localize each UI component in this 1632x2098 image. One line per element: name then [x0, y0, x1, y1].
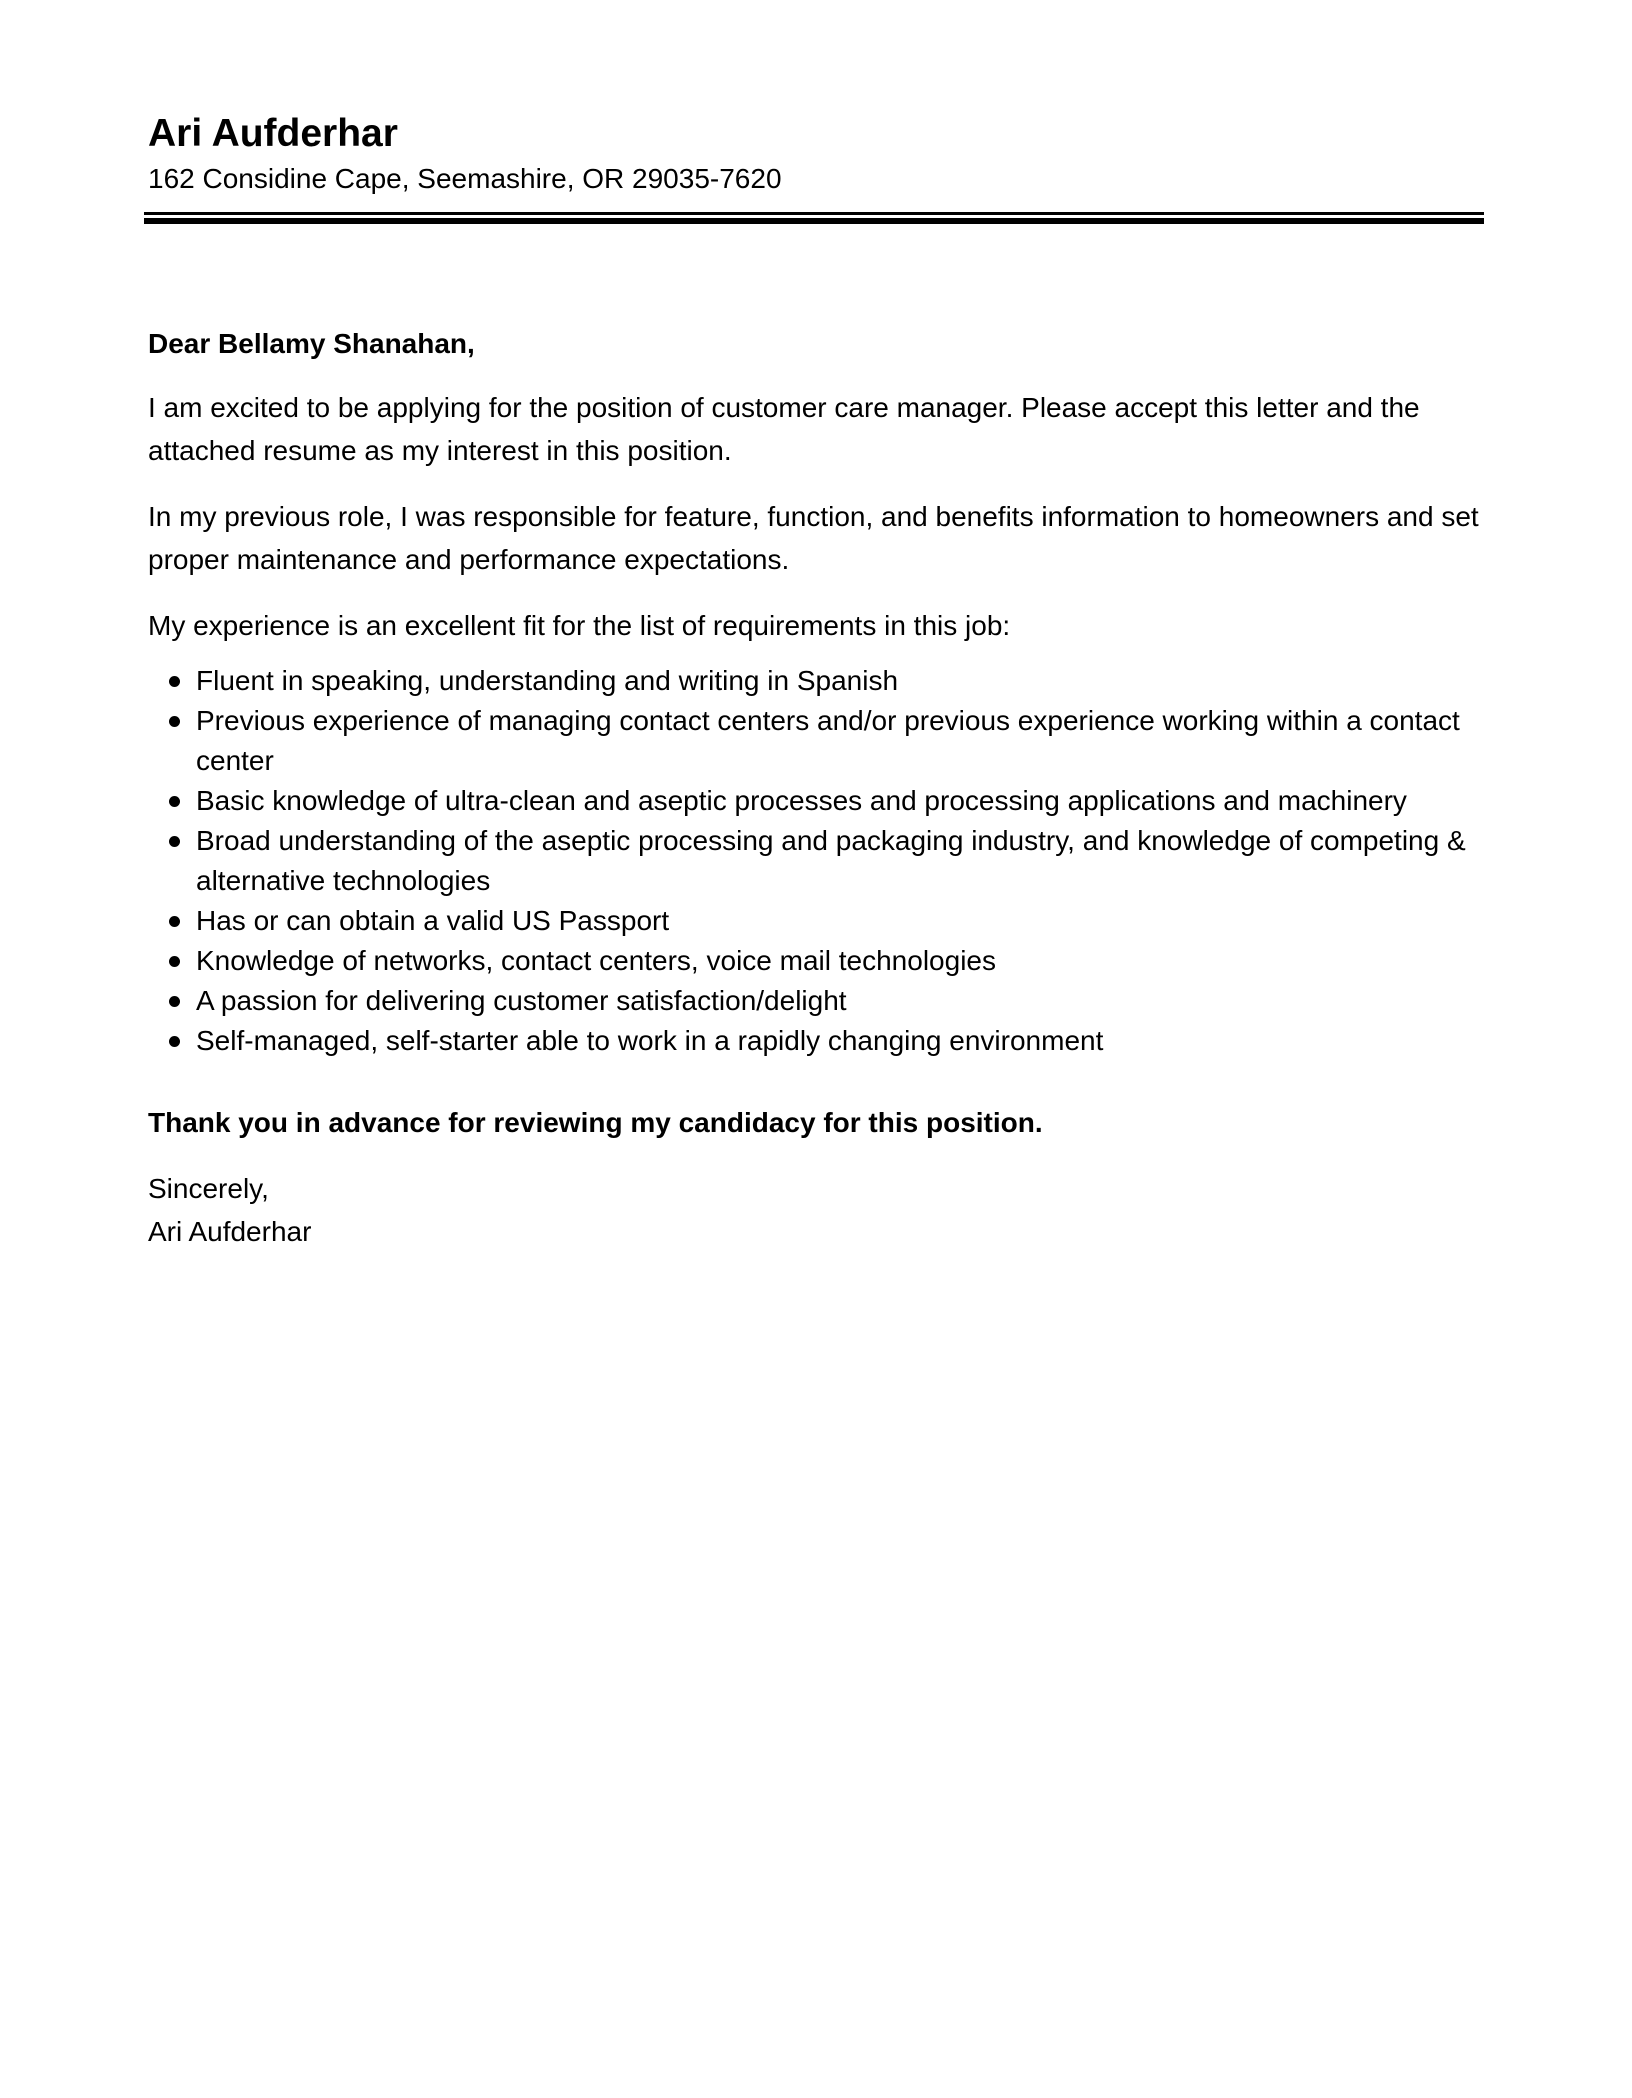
bullet-icon [169, 996, 180, 1007]
bullet-icon [169, 836, 180, 847]
list-item-text: Knowledge of networks, contact centers, voice mail technologies [196, 945, 996, 976]
sender-address: 162 Considine Cape, Seemashire, OR 29035-7620 [148, 163, 782, 194]
list-item [196, 901, 1488, 941]
list-item-text: Basic knowledge of ultra-clean and aseptic processes and processing applications and machinery [196, 785, 1407, 816]
sender-name: Ari Aufderhar [148, 112, 398, 155]
bullet-icon [169, 796, 180, 807]
list-item [196, 661, 1488, 701]
list-item-text: Has or can obtain a valid US Passport [196, 905, 670, 936]
intro-paragraph: I am excited to be applying for the position of customer care manager. Please accept this letter and the attached resume as my interest in this position. [148, 392, 1420, 466]
bullet-icon [169, 916, 180, 927]
list-item-text: Previous experience of managing contact centers and/or previous experience working within a contact center [196, 705, 1460, 776]
requirements-list [148, 661, 1488, 1061]
experience-paragraph: In my previous role, I was responsible for feature, function, and benefits information to homeowners and set proper maintenance and performance expectations. [148, 501, 1479, 575]
list-item-text: Self-managed, self-starter able to work in a rapidly changing environment [196, 1025, 1104, 1056]
sign-off: Sincerely, [148, 1173, 269, 1204]
bullet-icon [169, 956, 180, 967]
divider-thick-line [144, 218, 1484, 224]
bullet-icon [169, 716, 180, 727]
list-item [196, 821, 1488, 901]
list-item [196, 981, 1488, 1021]
list-item [196, 941, 1488, 981]
bullet-icon [169, 676, 180, 687]
signature-name: Ari Aufderhar [148, 1216, 312, 1247]
salutation: Dear Bellamy Shanahan, [148, 328, 475, 359]
list-item [196, 701, 1488, 781]
requirements-intro: My experience is an excellent fit for the list of requirements in this job: [148, 610, 1011, 641]
list-item-text: Broad understanding of the aseptic processing and packaging industry, and knowledge of competing & alternative technologies [196, 825, 1466, 896]
list-item-text: A passion for delivering customer satisfaction/delight [196, 985, 847, 1016]
list-item [196, 781, 1488, 821]
list-item [196, 1021, 1488, 1061]
list-item-text: Fluent in speaking, understanding and writing in Spanish [196, 665, 899, 696]
header-divider [144, 212, 1484, 224]
letter-body [148, 322, 1488, 1253]
bullet-icon [169, 1036, 180, 1047]
closing-statement: Thank you in advance for reviewing my candidacy for this position. [148, 1107, 1043, 1138]
letterhead [148, 110, 1488, 198]
